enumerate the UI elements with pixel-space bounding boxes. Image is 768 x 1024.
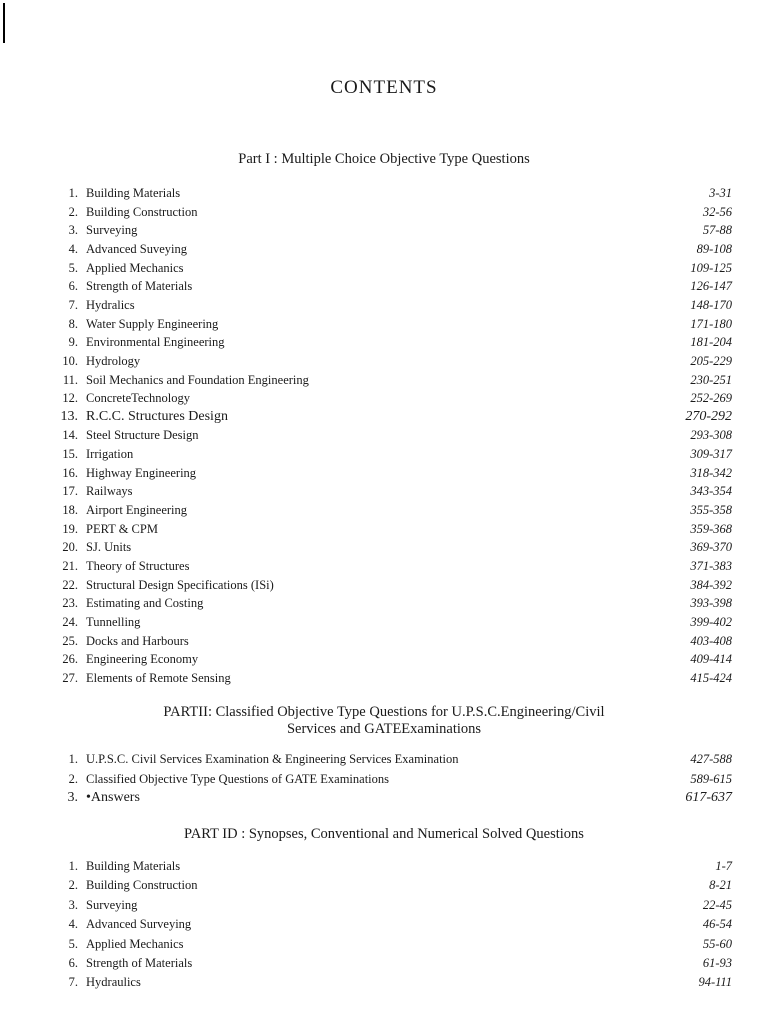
toc-item-pages: 270-292 <box>685 408 732 424</box>
toc-item-pages: 61-93 <box>702 956 732 970</box>
toc-item-title: Elements of Remote Sensing <box>86 670 231 685</box>
toc-row <box>0 426 768 444</box>
toc-item-title: Building Construction <box>86 204 198 219</box>
toc-item-title: Structural Design Specifications (ISi) <box>86 577 274 592</box>
toc-item-number: 3. <box>67 790 78 805</box>
toc-item-title: Highway Engineering <box>86 465 197 480</box>
toc-item-number: 20. <box>62 540 78 555</box>
toc-item-number: 1. <box>68 186 78 200</box>
toc-item-title: Railways <box>86 484 133 499</box>
page-title: CONTENTS <box>330 77 438 98</box>
toc-item-number: 3. <box>68 897 78 912</box>
toc-row <box>0 464 768 482</box>
toc-row <box>0 896 768 914</box>
toc-item-number: 6. <box>68 279 78 294</box>
toc-item-number: 9. <box>68 335 78 350</box>
toc-item-title: Surveying <box>86 223 138 238</box>
toc-item-pages: 359-368 <box>690 521 732 536</box>
toc-item-number: 8. <box>68 316 78 331</box>
toc-item-pages: 230-251 <box>690 372 732 387</box>
toc-item-number: 1. <box>68 859 78 873</box>
toc-row <box>0 557 768 575</box>
toc-item-number: 17. <box>62 484 78 499</box>
toc-row <box>0 750 768 768</box>
toc-item-pages: 415-424 <box>690 670 732 685</box>
toc-item-title: Building Materials <box>86 186 181 200</box>
part-2-heading <box>0 704 768 738</box>
toc-item-title: Estimating and Costing <box>86 596 204 611</box>
toc-item-pages: 3-31 <box>709 186 732 200</box>
toc-item-pages: 293-308 <box>690 428 732 443</box>
toc-item-title: Classified Objective Type Questions of GATE Examinations <box>86 771 390 786</box>
toc-row <box>0 501 768 519</box>
part-3-heading <box>0 826 768 843</box>
part-2-heading-line-1: PARTII: Classified Objective Type Questions for U.P.S.C.Engineering/Civil <box>163 704 605 720</box>
toc-item-number: 4. <box>68 917 78 932</box>
toc-item-number: 2. <box>68 878 78 893</box>
toc-item-title: Applied Mechanics <box>86 260 184 275</box>
toc-item-title: Water Supply Engineering <box>86 316 219 331</box>
toc-item-pages: 343-354 <box>690 484 732 499</box>
toc-item-pages: 309-317 <box>690 447 732 462</box>
toc-row <box>0 538 768 556</box>
toc-item-pages: 409-414 <box>690 652 732 667</box>
toc-item-title: Irrigation <box>86 447 134 462</box>
toc-row <box>0 770 768 788</box>
toc-item-title: Airport Engineering <box>86 503 188 518</box>
toc-item-number: 2. <box>68 771 78 786</box>
toc-item-title: ConcreteTechnology <box>86 391 190 406</box>
toc-item-pages: 89-108 <box>696 241 732 256</box>
toc-item-pages: 252-269 <box>690 391 732 406</box>
toc-item-pages: 403-408 <box>690 633 732 648</box>
toc-item-pages: 126-147 <box>690 279 732 294</box>
toc-row <box>0 650 768 668</box>
toc-item-number: 5. <box>68 936 78 951</box>
toc-item-pages: 617-637 <box>685 790 732 805</box>
toc-row <box>0 240 768 258</box>
toc-row <box>0 315 768 333</box>
part-2-heading-line-2: Services and GATEExaminations <box>286 721 482 737</box>
toc-item-pages: 369-370 <box>690 540 732 555</box>
toc-item-pages: 171-180 <box>690 316 732 331</box>
toc-item-number: 24. <box>62 614 78 629</box>
toc-row <box>0 876 768 894</box>
toc-item-number: 11. <box>62 372 78 387</box>
toc-row <box>0 857 768 875</box>
toc-item-pages: 1-7 <box>715 859 732 873</box>
toc-item-pages: 109-125 <box>690 260 732 275</box>
toc-item-pages: 205-229 <box>690 353 732 368</box>
toc-item-pages: 55-60 <box>702 936 732 951</box>
toc-item-number: 5. <box>68 260 78 275</box>
toc-row <box>0 296 768 314</box>
toc-item-number: 14. <box>62 428 78 443</box>
toc-item-pages: 94-111 <box>698 975 732 990</box>
toc-row <box>0 594 768 612</box>
toc-item-number: 10. <box>62 353 78 368</box>
toc-item-pages: 393-398 <box>690 596 732 611</box>
toc-item-title: R.C.C. Structures Design <box>86 408 228 424</box>
toc-item-title: Hydralics <box>86 297 135 312</box>
toc-item-number: 12. <box>62 391 78 406</box>
toc-item-number: 19. <box>62 521 78 536</box>
toc-item-pages: 355-358 <box>690 503 732 518</box>
toc-row <box>0 277 768 295</box>
toc-row <box>0 669 768 687</box>
toc-row <box>0 184 768 202</box>
part-1-heading-line: Part I : Multiple Choice Objective Type Questions <box>238 151 530 167</box>
toc-item-number: 7. <box>68 297 78 312</box>
toc-item-title: Docks and Harbours <box>86 633 189 648</box>
toc-row <box>0 973 768 991</box>
toc-item-number: 6. <box>68 956 78 970</box>
toc-row <box>0 915 768 933</box>
toc-item-number: 21. <box>62 559 78 573</box>
toc-item-pages: 384-392 <box>690 577 732 592</box>
toc-item-title: Surveying <box>86 897 138 912</box>
toc-item-title: U.P.S.C. Civil Services Examination & Engineering Services Examination <box>86 752 459 766</box>
toc-item-title: Advanced Suveying <box>86 241 188 256</box>
toc-item-title: Environmental Engineering <box>86 335 225 350</box>
toc-item-pages: 427-588 <box>690 752 732 766</box>
part-1-heading <box>0 151 768 168</box>
toc-item-title: PERT & CPM <box>86 521 158 536</box>
toc-item-pages: 318-342 <box>690 465 732 480</box>
toc-row <box>0 935 768 953</box>
toc-item-pages: 589-615 <box>690 771 732 786</box>
toc-item-pages: 371-383 <box>690 559 732 573</box>
toc-item-number: 26. <box>62 652 78 667</box>
toc-row <box>0 259 768 277</box>
page-edge-mark <box>3 3 5 43</box>
toc-item-title: Strength of Materials <box>86 956 193 970</box>
toc-row <box>0 445 768 463</box>
toc-item-number: 3. <box>68 223 78 238</box>
toc-item-pages: 46-54 <box>702 917 732 932</box>
toc-item-number: 7. <box>68 975 78 990</box>
toc-item-title: Building Construction <box>86 878 198 893</box>
toc-row <box>0 333 768 351</box>
toc-item-pages: 181-204 <box>690 335 732 350</box>
toc-row <box>0 613 768 631</box>
toc-item-number: 25. <box>62 633 78 648</box>
toc-row <box>0 352 768 370</box>
toc-row <box>0 482 768 500</box>
toc-row <box>0 203 768 221</box>
toc-item-title: •Answers <box>86 790 140 805</box>
toc-item-pages: 57-88 <box>702 223 732 238</box>
toc-item-number: 16. <box>62 465 78 480</box>
toc-item-title: SJ. Units <box>86 540 132 555</box>
toc-row <box>0 371 768 389</box>
toc-item-number: 1. <box>68 752 78 766</box>
toc-item-pages: 32-56 <box>702 204 732 219</box>
toc-item-pages: 399-402 <box>690 614 732 629</box>
toc-row <box>0 632 768 650</box>
toc-item-title: Advanced Surveying <box>86 917 192 932</box>
toc-item-title: Engineering Economy <box>86 652 199 667</box>
toc-row <box>0 789 768 807</box>
toc-item-title: Hydrology <box>86 353 141 368</box>
toc-item-number: 13. <box>60 408 78 424</box>
toc-row <box>0 954 768 972</box>
toc-item-title: Applied Mechanics <box>86 936 184 951</box>
toc-item-number: 23. <box>62 596 78 611</box>
toc-item-title: Strength of Materials <box>86 279 193 294</box>
toc-item-number: 4. <box>68 241 78 256</box>
toc-row <box>0 389 768 407</box>
toc-item-number: 27. <box>62 670 78 685</box>
toc-item-number: 15. <box>62 447 78 462</box>
toc-row <box>0 520 768 538</box>
toc-item-title: Building Materials <box>86 859 181 873</box>
toc-item-number: 18. <box>62 503 78 518</box>
toc-item-title: Theory of Structures <box>86 559 190 573</box>
toc-item-title: Soil Mechanics and Foundation Engineering <box>86 372 309 387</box>
toc-item-title: Tunnelling <box>86 614 141 629</box>
toc-row <box>0 408 768 426</box>
toc-item-title: Steel Structure Design <box>86 428 199 443</box>
toc-item-pages: 22-45 <box>702 897 732 912</box>
toc-item-pages: 148-170 <box>690 297 732 312</box>
toc-row <box>0 576 768 594</box>
toc-item-number: 22. <box>62 577 78 592</box>
toc-item-title: Hydraulics <box>86 975 141 990</box>
toc-row <box>0 221 768 239</box>
part-3-heading-line: PART ID : Synopses, Conventional and Numerical Solved Questions <box>184 826 584 842</box>
toc-item-number: 2. <box>68 204 78 219</box>
toc-item-pages: 8-21 <box>709 878 732 893</box>
